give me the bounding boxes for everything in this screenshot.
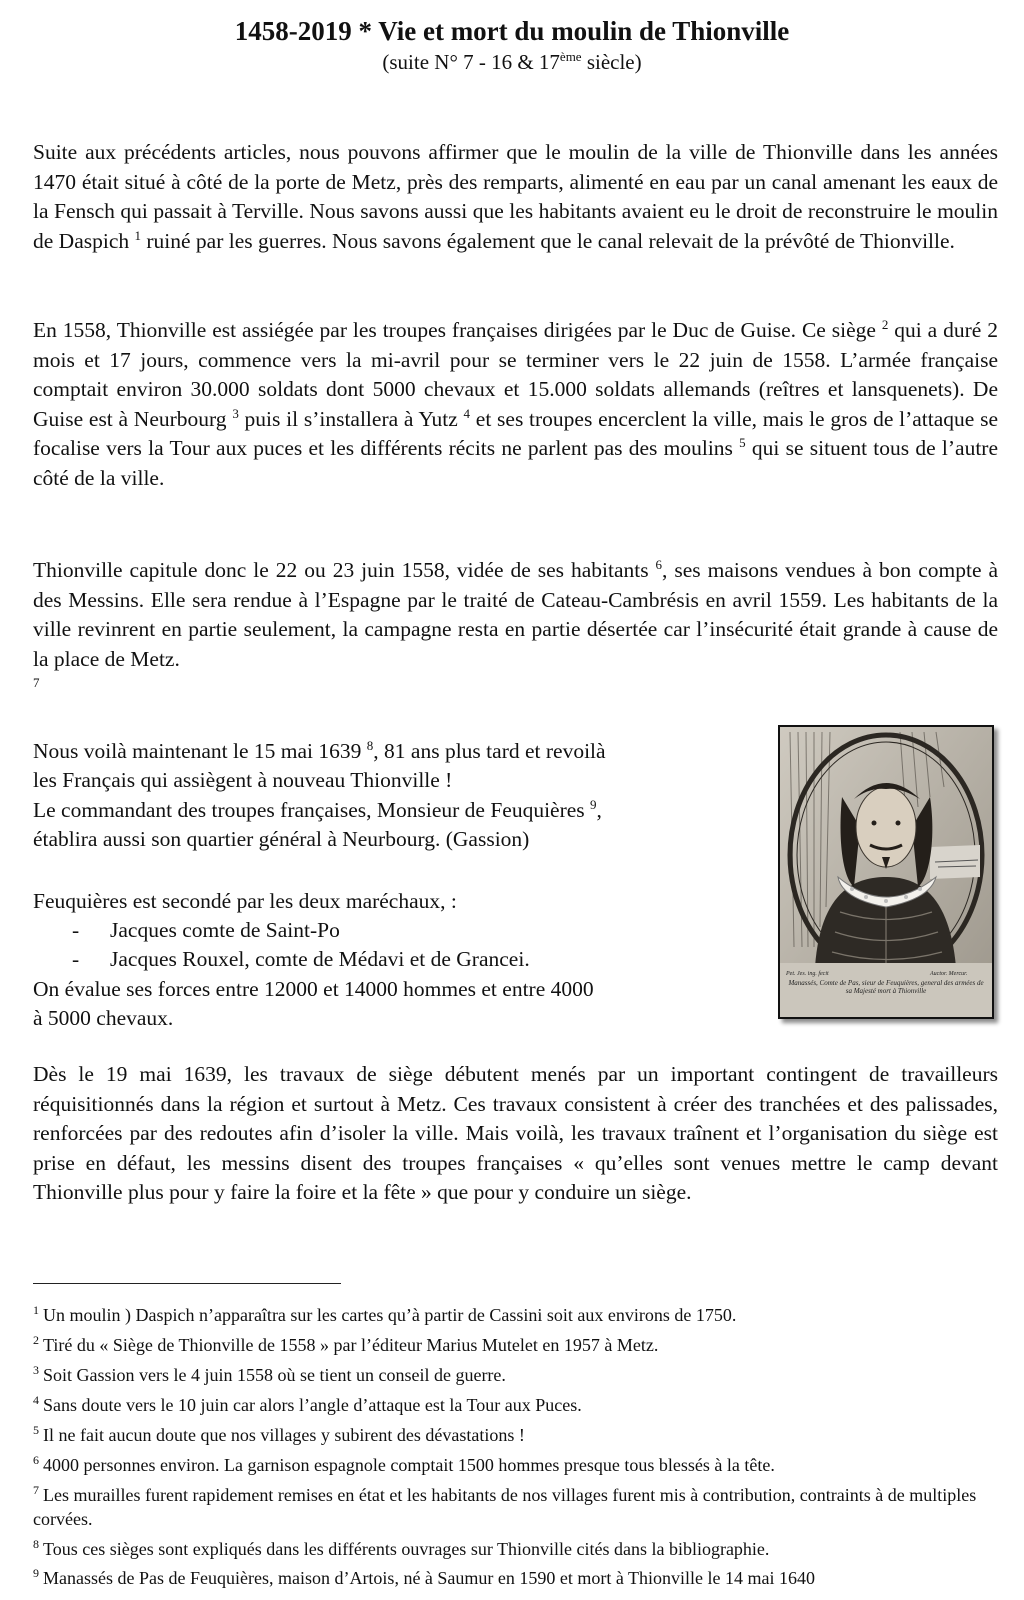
paragraph-4-line-2: les Français qui assiègent à nouveau Thionville ! xyxy=(33,768,453,792)
p4-line-3a: Le commandant des troupes françaises, Monsieur de Feuquières xyxy=(33,798,591,822)
page-subtitle xyxy=(0,48,1024,76)
footnote-number: 6 xyxy=(33,1453,39,1467)
footnote-number: 7 xyxy=(33,1483,39,1497)
portrait-drawing xyxy=(780,727,992,1017)
footnote-number: 3 xyxy=(33,1363,39,1377)
footnote-number: 9 xyxy=(33,1566,39,1580)
footnote-text: Il ne fait aucun doute que nos villages y subirent des dévastations ! xyxy=(43,1425,525,1445)
footnote-number: 8 xyxy=(33,1537,39,1551)
footnote-item xyxy=(33,1423,1003,1447)
list-dash: - xyxy=(72,947,80,971)
footnote-ref-6[interactable]: 6 xyxy=(655,557,663,572)
footnote-item xyxy=(33,1303,1003,1327)
paragraph-2-part-c: puis il s’installera à Yutz xyxy=(238,406,464,431)
paragraph-1-tail: ruiné par les guerres. Nous savons également que le canal relevait de la prévôté de Thionville. xyxy=(141,228,955,253)
footnote-number: 4 xyxy=(33,1393,39,1407)
footnote-ref-9[interactable]: 9 xyxy=(590,797,597,812)
footnote-text: Soit Gassion vers le 4 juin 1558 où se tient un conseil de guerre. xyxy=(43,1365,506,1385)
footnote-ref-8[interactable]: 8 xyxy=(366,738,374,753)
footnote-item xyxy=(33,1537,1003,1561)
footnote-number: 2 xyxy=(33,1333,39,1347)
portrait-caption-main: Manassés, Comte de Pas, sieur de Feuquières, general des armées de sa Majesté mort à Thionville xyxy=(788,979,984,995)
footnote-item xyxy=(33,1566,1003,1590)
footnote-text: Tous ces sièges sont expliqués dans les différents ouvrages sur Thionville cités dans la bibliographie. xyxy=(43,1539,770,1559)
portrait-caption-right: Auctor. Mercur. xyxy=(930,971,968,977)
list-dash: - xyxy=(72,918,80,942)
subtitle-prefix: (suite N° 7 - 16 & 17 xyxy=(382,50,560,74)
footnote-ref-3[interactable]: 3 xyxy=(232,405,239,421)
portrait-engraving xyxy=(778,725,994,1019)
footnote-ref-1[interactable]: 1 xyxy=(134,227,141,243)
paragraph-1-text: Suite aux précédents articles, nous pouvons affirmer que le moulin de la ville de Thionville dans les années 1470 était situé à côté de la porte de Metz, près des remparts, alimenté en eau par un canal amenant les eaux de la Fensch qui passait à Terville. Nous savons aussi que les habitants avaient eu le droit de reconstruire le moulin de Daspich xyxy=(33,140,998,253)
paragraph-3 xyxy=(33,556,998,704)
paragraph-2-part-a: En 1558, Thionville est assiégée par les troupes françaises dirigées par le Duc de Guise. Ce siège xyxy=(33,318,882,342)
subtitle-superscript: ème xyxy=(559,49,582,64)
paragraph-2-part-e: qui se situent tous de l’autre côté de la ville. xyxy=(33,436,998,490)
paragraph-5-line-1: Feuquières est secondé par les deux maréchaux, : xyxy=(33,889,457,913)
footnote-item xyxy=(33,1483,1003,1531)
footnote-divider xyxy=(33,1283,341,1284)
paragraph-2 xyxy=(33,316,998,493)
footnote-ref-4[interactable]: 4 xyxy=(463,405,471,421)
footnote-number: 5 xyxy=(33,1423,39,1437)
paragraph-1 xyxy=(33,138,998,256)
paragraph-3-part-b: , ses maisons vendues à bon compte à des Messins. Elle sera rendue à l’Espagne par le traité de Cateau-Cambrésis en avril 1559. Les habitants de la ville revinrent en partie seulement, la campagne resta en partie désertée car l’insécurité était grande à cause de la place de Metz. xyxy=(33,558,998,671)
footnote-ref-7[interactable]: 7 xyxy=(33,675,40,690)
paragraph-2-part-d: et ses troupes encerclent la ville, mais le gros de l’attaque se focalise vers la Tour aux puces et les différents récits ne parlent pas des moulins xyxy=(33,406,998,460)
footnote-item xyxy=(33,1453,1003,1477)
footnote-text: Un moulin ) Daspich n’apparaîtra sur les cartes qu’à partir de Cassini soit aux environs de 1750. xyxy=(43,1305,737,1325)
list-item-text: Jacques Rouxel, comte de Médavi et de Grancei. xyxy=(110,947,530,971)
portrait-caption-left: Pet. Jes. ing. fecit xyxy=(786,971,829,977)
page-title: 1458-2019 * Vie et mort du moulin de Thionville xyxy=(234,16,790,46)
footnote-item xyxy=(33,1333,1003,1357)
footnote-ref-2[interactable]: 2 xyxy=(881,317,889,332)
footnote-text: Tiré du « Siège de Thionville de 1558 » par l’éditeur Marius Mutelet en 1957 à Metz. xyxy=(43,1335,659,1355)
p4-line-3b: , xyxy=(596,798,602,822)
paragraph-6: Dès le 19 mai 1639, les travaux de siège débutent menés par un important contingent de travailleurs réquisitionnés dans la région et surtout à Metz. Ces travaux consistent à créer des tranchées et des palissades, renforcées par des redoutes afin d’isoler la ville. Mais voilà, les travaux traînent et l’organisation du siège est prise en défaut, les messins disent des troupes françaises « qu’elles sont venues mettre le camp devant Thionville plus pour y faire la foire et la fête » que pour y conduire un siège. xyxy=(33,1062,998,1204)
list-item xyxy=(72,945,530,975)
paragraph-4-line-4: établira aussi son quartier général à Neurbourg. (Gassion) xyxy=(33,827,530,851)
footnote-text: Sans doute vers le 10 juin car alors l’angle d’attaque est la Tour aux Puces. xyxy=(43,1395,582,1415)
footnote-ref-5[interactable]: 5 xyxy=(739,435,746,450)
p4-line-1b: , 81 ans plus tard et revoilà xyxy=(373,739,606,763)
footnote-text: Les murailles furent rapidement remises en état et les habitants de nos villages furent mis à contribution, contraints à de multiples corvées. xyxy=(33,1485,977,1529)
subtitle-suffix: siècle) xyxy=(581,50,642,74)
list-item-text: Jacques comte de Saint-Po xyxy=(110,918,340,942)
footnote-text: 4000 personnes environ. La garnison espagnole comptait 1500 hommes presque tous blessés à la tête. xyxy=(43,1455,775,1475)
paragraph-4-line-1 xyxy=(33,737,755,767)
footnote-item xyxy=(33,1393,1003,1417)
paragraph-5-line-3: à 5000 chevaux. xyxy=(33,1006,174,1030)
footnote-number: 1 xyxy=(33,1303,39,1317)
paragraph-3-part-a: Thionville capitule donc le 22 ou 23 juin 1558, vidée de ses habitants xyxy=(33,558,656,582)
paragraph-5-line-2: On évalue ses forces entre 12000 et 14000 hommes et entre 4000 xyxy=(33,977,594,1001)
list-item xyxy=(72,916,340,946)
p4-line-1a: Nous voilà maintenant le 15 mai 1639 xyxy=(33,739,367,763)
paragraph-2-part-b: qui a duré 2 mois et 17 jours, commence vers la mi-avril pour se terminer vers le 22 juin de 1558. L’armée française comptait environ 30.000 soldats dont 5000 chevaux et 15.000 soldats allemands (reîtres et lansquenets). De Guise est à Neurbourg xyxy=(33,318,998,431)
footnote-item xyxy=(33,1363,1003,1387)
footnote-text: Manassés de Pas de Feuquières, maison d’Artois, né à Saumur en 1590 et mort à Thionville le 14 mai 1640 xyxy=(43,1568,816,1588)
paragraph-4-line-3 xyxy=(33,796,755,826)
